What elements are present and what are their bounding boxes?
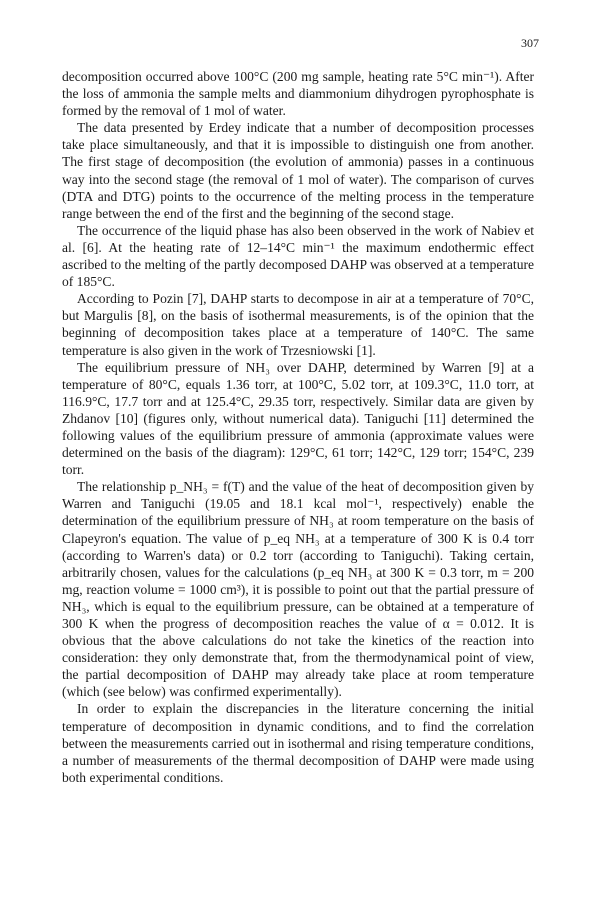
- paragraph-4: According to Pozin [7], DAHP starts to decompose in air at a temperature of 70°C, but Margulis [8], on the basis of isothermal measurements, is of the opinion that the beginning of decomposition takes place at a temperature of 140°C. The same temperature is also given in the work of Trzesniowski [1].: [62, 291, 534, 358]
- body-text: [62, 68, 534, 786]
- paragraph-2: The data presented by Erdey indicate that a number of decomposition processes take place simultaneously, and that it is impossible to distinguish one from another. The first stage of decomposition (the evolution of ammonia) passes in a continuous way into the second stage (the removal of 1 mol of water). The comparison of curves (DTA and DTG) points to the occurrence of the melting process in the temperature range between the end of the first and the beginning of the second stage.: [62, 120, 534, 221]
- paragraph-5: The equilibrium pressure of NH₃ over DAHP, determined by Warren [9] at a temperature of 80°C, equals 1.36 torr, at 100°C, 5.02 torr, at 109.3°C, 11.0 torr, at 116.9°C, 17.7 torr and at 125.4°C, 29.35 torr, respectively. Similar data are given by Zhdanov [10] (figures only, without numerical data). Taniguchi [11] determined the following values of the equilibrium pressure of ammonia (approximate values were determined on the basis of the diagram): 129°C, 61 torr; 142°C, 129 torr; 154°C, 239 torr.: [62, 359, 534, 478]
- paragraph-7: In order to explain the discrepancies in the literature concerning the initial temperature of decomposition in dynamic conditions, and to find the correlation between the measurements carried out in isothermal and rising temperature conditions, a number of measurements of the thermal decomposition of DAHP were made using both experimental conditions.: [62, 701, 534, 785]
- paragraph-1: decomposition occurred above 100°C (200 mg sample, heating rate 5°C min⁻¹). After the loss of ammonia the sample melts and diammonium dihydrogen pyrophosphate is formed by the removal of 1 mol of water.: [62, 69, 534, 119]
- paragraph-3: The occurrence of the liquid phase has also been observed in the work of Nabiev et al. [6]. At the heating rate of 12–14°C min⁻¹ the maximum endothermic effect ascribed to the melting of the partly decomposed DAHP was observed at a temperature of 185°C.: [62, 222, 534, 290]
- page-number: 307: [521, 36, 539, 50]
- paragraph-6: The relationship p_NH₃ = f(T) and the value of the heat of decomposition given by Warren and Taniguchi (19.05 and 18.1 kcal mol⁻¹, respectively) enable the determination of the equilibrium pressure of NH₃ at room temperature on the basis of Clapeyron's equation. The value of p_eq NH₃ at a temperature of 300 K is 0.4 torr (according to Warren's data) or 0.2 torr (according to Taniguchi). Taking certain, arbitrarily chosen, values for the calculations (p_eq NH₃ at 300 K = 0.3 torr, m = 200 mg, reaction volume = 1000 cm³), it is possible to point out that the partial pressure of NH₃, which is equal to the equilibrium pressure, can be obtained at a temperature of 300 K when the progress of decomposition reaches the value of α = 0.012. It is obvious that the above calculations do not take the kinetics of the reaction into consideration: they only demonstrate that, from the thermodynamical point of view, the partial decomposition of DAHP may already take place at room temperature (which (see below) was confirmed experimentally).: [62, 479, 534, 700]
